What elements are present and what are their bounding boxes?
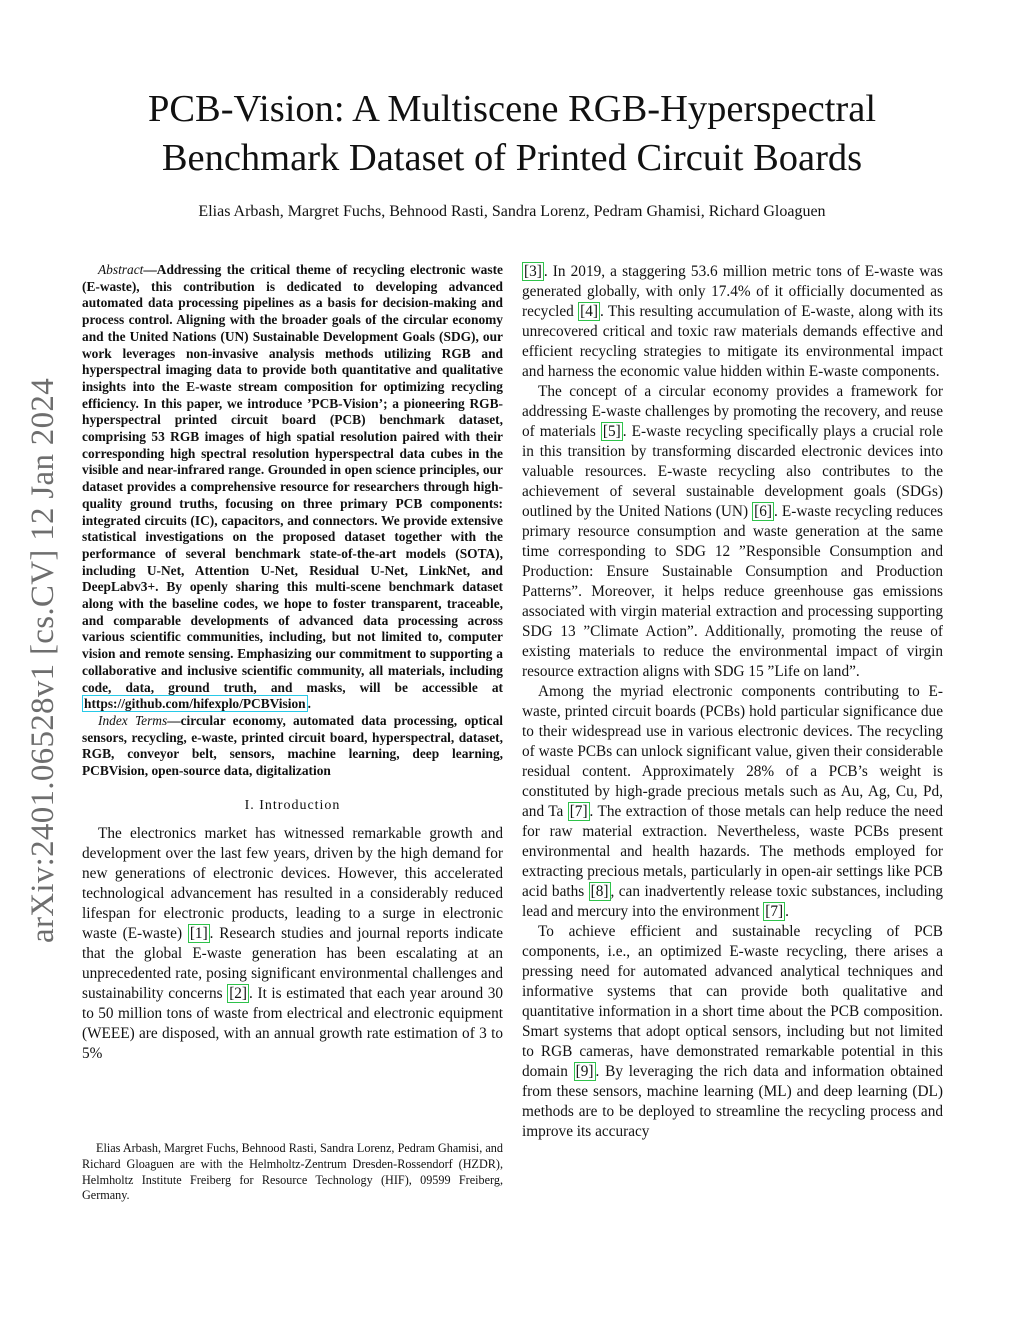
right-p3-text-a: Among the myriad electronic components contributing to E-waste, printed circuit boards (PCBs) hold particular significance due to their widespread use in various electronic devices. The recycling of waste PCBs can unlock significant value, given their considerable residual content. Approximately 28% of a PCB’s weight is constituted by high-grade precious metals such as Au, Ag, Cu, Pd, and Ta [522,683,943,820]
github-link[interactable]: https://github.com/hifexplo/PCBVision [84,696,306,712]
arxiv-identifier: arXiv:2401.06528v1 [cs.CV] 12 Jan 2024 [24,377,61,943]
paper-title-line-2: Benchmark Dataset of Printed Circuit Boards [161,137,863,179]
index-terms-lead: Index Terms [98,712,168,728]
section-heading-introduction: I. Introduction [244,797,341,813]
intro-p1-text-a: The electronics market has witnessed remarkable growth and development over the last few years, driven by the high demand for new generations of electronic devices. However, this accelerated technological advancement has resulted in a considerably reduced lifespan for electronic products, leading to a surge in electronic waste (E-waste) [82,824,503,942]
body-paragraph [522,922,943,1142]
right-p4-text-b: . By leveraging the rich data and information obtained from these sensors, machine learning (ML) and deep learning (DL) methods are to be deployed to streamline the recycling process and improve its accuracy [522,1063,943,1140]
citation-link[interactable]: [2] [229,984,248,1002]
intro-p1-text-c: . It is estimated that each year around 30 to 50 million tons of waste from electrical and electronic equipment (WEEE) are disposed, with an annual growth rate estimation of 3 to 5% [82,984,504,1062]
paper-title [100,85,924,183]
citation-link[interactable]: [1] [189,924,208,942]
citation-link[interactable]: [6] [754,503,773,520]
right-column [522,262,943,1142]
abstract-end: . [307,696,311,712]
right-p3-text-c: , can inadvertently release toxic substances, including lead and mercury into the environment [522,883,943,920]
index-terms [82,713,503,780]
arxiv-identifier-stamp [3,360,83,960]
right-p3-text-d: . [785,903,789,920]
citation-link[interactable]: [7] [765,903,784,920]
body-paragraph [522,682,943,922]
right-p3-text-b: . The extraction of those metals can help reduce the need for raw material extraction. Nevertheless, waste PCBs present environmental and health hazards. The methods employed for extracting precious metals, particularly in open-air settings like PCB acid baths [522,803,943,900]
right-p2-text-b: . E-waste recycling specifically plays a crucial role in this transition by transforming discarded electronic devices into valuable resources. E-waste recycling also contributes to the achievement of several sustainable development goals (SDGs) outlined by the United Nations (UN) [522,423,943,520]
citation-link[interactable]: [4] [580,303,598,320]
abstract-text: —Addressing the critical theme of recycling electronic waste (E-waste), this contribution is dedicated to developing advanced automated data processing pipelines as a basis for decision-making and process control. Aligning with the broader goals of the circular economy and the United Nations (UN) Sustainable Development Goals (SDG), our work leverages non-invasive analysis methods utilizing RGB and hyperspectral imaging data to provide both quantitative and qualitative insights into the E-waste stream composition for optimizing recycling efficiency. In this paper, we introduce ’PCB-Vision’; a pioneering RGB-hyperspectral printed circuit board (PCB) benchmark dataset, comprising 53 RGB images of high spatial resolution paired with their corresponding high spectral resolution hyperspectral data cubes in the visible and near-infrared range. Grounded in open science principles, our dataset provides a comprehensive resource for researchers through high-quality ground truths, focusing on three primary PCB components: integrated circuits (IC), capacitors, and connectors. We provide extensive statistical investigations on the proposed dataset together with the performance of several benchmark state-of-the-art models (SOTA), including U-Net, Attention U-Net, Residual U-Net, LinkNet, and DeepLabv3+. By openly sharing this multi-scene benchmark dataset along with the baseline codes, we hope to foster transparent, traceable, and comparable developments of advanced data processing across various scientific communities, including, but not limited to, computer vision and remote sensing. Emphasizing our commitment to supporting a collaborative and inclusive scientific community, all materials, including code, data, ground truth, and masks, will be accessible at [82,262,503,695]
abstract-lead: Abstract [98,262,144,277]
citation-link[interactable]: [3] [524,263,542,280]
intro-p1-text-b: . Research studies and journal reports indicate that the global E-waste generation has been escalating at an unprecedented rate, posing significant environmental challenges and sustainability concerns [82,924,503,1002]
body-paragraph [522,382,943,682]
right-p1-text-a: . In 2019, a staggering 53.6 million metric tons of E-waste was generated globally, with only 17.4% of it officially documented as recycled [522,263,943,320]
author-affiliation-footnote: Elias Arbash, Margret Fuchs, Behnood Rasti, Sandra Lorenz, Pedram Ghamisi, and Richard Gloaguen are with the Helmholtz-Zentrum Dresden-Rossendorf (HZDR), Helmholtz Institute Freiberg for Resource Technology (HIF), 09599 Freiberg, Germany. [82,1141,503,1203]
index-terms-text: —circular economy, automated data processing, optical sensors, recycling, e-waste, printed circuit board, hyperspectral, dataset, RGB, conveyor belt, sensors, machine learning, deep learning, PCBVision, open-source data, digitalization [82,712,503,779]
author-list: Elias Arbash, Margret Fuchs, Behnood Rasti, Sandra Lorenz, Pedram Ghamisi, Richard Gloaguen [198,203,826,220]
citation-link[interactable]: [7] [569,803,588,820]
paper-title-line-1: PCB-Vision: A Multiscene RGB-Hyperspectral [147,88,877,130]
body-paragraph [522,262,943,382]
citation-link[interactable]: [5] [602,423,621,440]
right-p4-text-a: To achieve efficient and sustainable recycling of PCB components, i.e., an optimized E-waste recycling, there arises a pressing need for automated advanced analytical techniques and informative systems that can provide both qualitative and quantitative information in a short time about the PCB composition. Smart systems that adopt optical sensors, including but not limited to RGB cameras, have demonstrated remarkable potential in this domain [522,923,943,1080]
right-p2-text-c: . E-waste recycling reduces primary resource consumption and waste generation at the same time corresponding to SDG 12 ”Responsible Consumption and Production: Ensure Sustainable Consumption and Production Patterns”. Moreover, it helps reduce greenhouse gas emissions associated with virgin material extraction and processing supporting SDG 13 ”Climate Action”. Additionally, promoting the reuse of existing materials to reduce the environmental impact of virgin resource extraction aligns with SDG 15 ”Life on land”. [522,503,943,680]
footnote-block [82,1141,503,1204]
left-column [82,262,503,1064]
right-p1-text-b: . This resulting accumulation of E-waste, along with its unrecovered critical and toxic raw materials demands effective and efficient recycling strategies to mitigate its environmental impact and harness the economic value hidden within E-waste components. [522,303,943,380]
right-p2-text-a: The concept of a circular economy provides a framework for addressing E-waste challenges by promoting the recovery, and reuse of materials [522,383,943,440]
citation-link[interactable]: [9] [575,1063,594,1080]
citation-link[interactable]: [8] [590,883,609,900]
intro-paragraph-1 [82,824,503,1064]
abstract [82,262,503,713]
